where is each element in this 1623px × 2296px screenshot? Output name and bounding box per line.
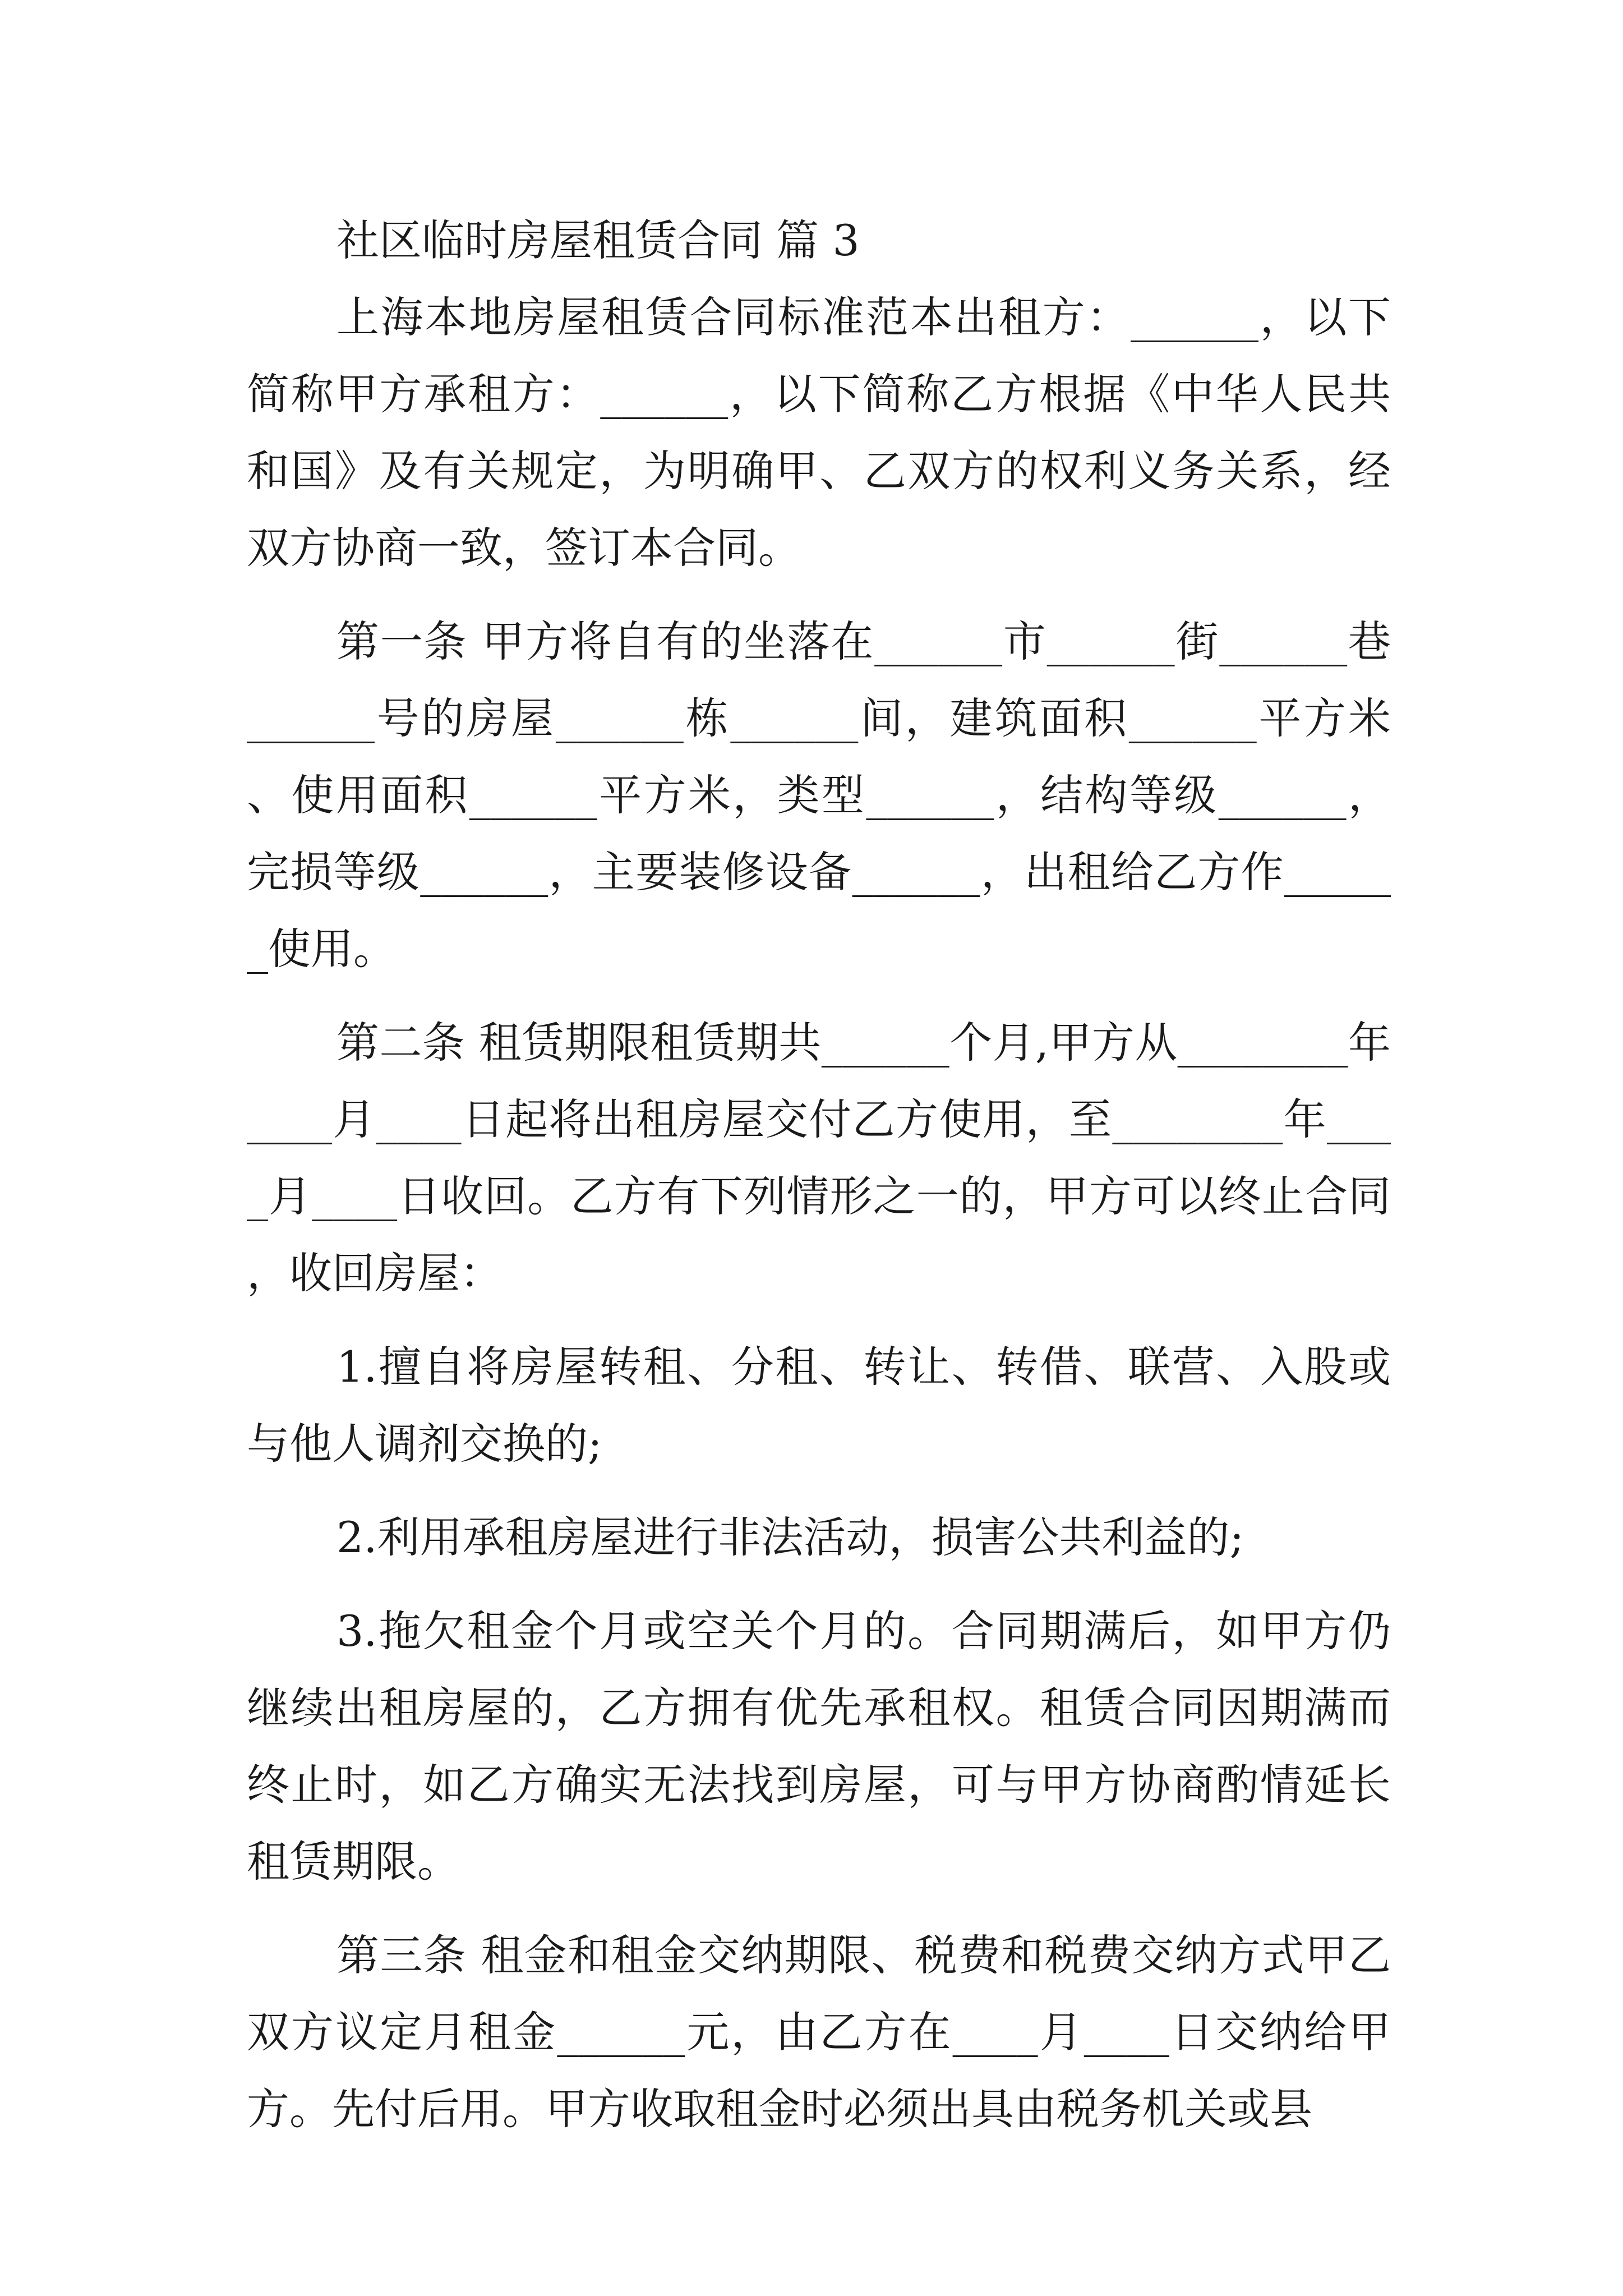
- list-item-1: 1.擅自将房屋转租、分租、转让、转借、联营、入股或与他人调剂交换的;: [247, 1342, 1391, 1469]
- paragraph-gap: [247, 1312, 1391, 1328]
- paragraph-gap: [247, 1576, 1391, 1593]
- paragraph-article-1: 第一条 甲方将自有的坐落在______市______街______巷______号的房屋______栋______间，建筑面积______平方米、使用面积______平方米，类型______，结构等级______，完损等级______，主要装修设备______，出租给乙方作______使用。: [247, 616, 1391, 974]
- document-page: [247, 202, 1391, 2147]
- paragraph-gap: [247, 1900, 1391, 1917]
- paragraph-gap: [247, 987, 1391, 1004]
- paragraph-gap: [247, 1482, 1391, 1499]
- paragraph-article-2: 第二条 租赁期限租赁期共______个月,甲方从________年____月____日起将出租房屋交付乙方使用，至________年____月____日收回。乙方有下列情形之一的，甲方可以终止合同，收回房屋：: [247, 1018, 1391, 1298]
- list-item-3: 3.拖欠租金个月或空关个月的。合同期满后，如甲方仍继续出租房屋的，乙方拥有优先承租权。租赁合同因期满而终止时，如乙方确实无法找到房屋，可与甲方协商酌情延长租赁期限。: [247, 1606, 1391, 1887]
- list-item-2: 2.利用承租房屋进行非法活动，损害公共利益的;: [336, 1512, 1244, 1562]
- document-title: 社区临时房屋租赁合同 篇 3: [336, 215, 860, 265]
- paragraph-intro: 上海本地房屋租赁合同标准范本出租方：______，以下简称甲方承租方：______，以下简称乙方根据《中华人民共和国》及有关规定，为明确甲、乙双方的权利义务关系，经双方协商一致，签订本合同。: [247, 292, 1391, 573]
- paragraph-gap: [247, 586, 1391, 603]
- paragraph-article-3: 第三条 租金和租金交纳期限、税费和税费交纳方式甲乙双方议定月租金______元，由乙方在____月____日交纳给甲方。先付后用。甲方收取租金时必须出具由税务机关或县: [247, 1930, 1391, 2134]
